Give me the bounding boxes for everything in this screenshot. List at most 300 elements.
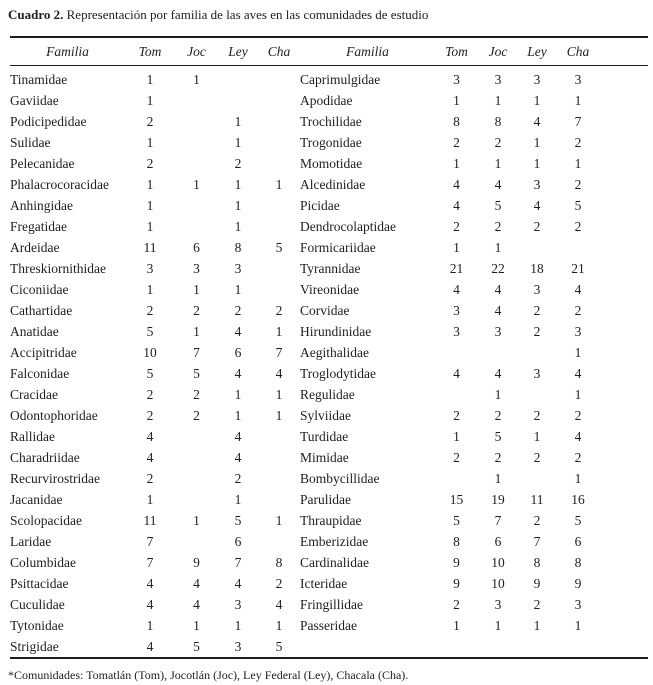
count-cell: 5	[234, 512, 242, 528]
count-cell: 1	[234, 218, 242, 234]
count-cell: 2	[146, 155, 154, 171]
filler-cell	[600, 636, 648, 658]
count-cell: 11	[143, 512, 157, 528]
count-cell	[175, 132, 218, 153]
family-name-cell: Podicipedidae	[10, 113, 87, 129]
family-name-cell: Parulidae	[300, 491, 351, 507]
count-cell: 2	[533, 512, 541, 528]
count-cell	[518, 237, 556, 258]
table-caption-label: Cuadro 2.	[8, 7, 64, 22]
count-cell: 1	[494, 92, 502, 108]
count-cell: 2	[494, 407, 502, 423]
count-cell: 3	[533, 176, 541, 192]
filler-cell	[600, 594, 648, 615]
family-name-cell: Odontophoridae	[10, 407, 98, 423]
filler-cell	[600, 111, 648, 132]
filler-cell	[600, 363, 648, 384]
filler-cell	[600, 66, 648, 91]
count-cell	[175, 426, 218, 447]
family-name-cell: Gaviidae	[10, 92, 59, 108]
count-cell: 2	[453, 449, 460, 465]
table-row	[10, 363, 648, 384]
count-cell: 1	[574, 386, 582, 402]
count-cell: 8	[275, 554, 283, 570]
count-cell: 4	[234, 365, 242, 381]
filler-cell	[600, 174, 648, 195]
family-name-cell: Bombycillidae	[300, 470, 380, 486]
count-cell: 5	[494, 428, 502, 444]
count-cell	[258, 426, 300, 447]
family-name-cell: Cuculidae	[10, 596, 65, 612]
count-cell: 4	[574, 428, 582, 444]
table-row	[10, 237, 648, 258]
count-cell: 1	[193, 323, 200, 339]
count-cell: 6	[234, 533, 242, 549]
family-name-cell: Emberizidae	[300, 533, 369, 549]
count-cell: 1	[146, 491, 154, 507]
count-cell: 1	[453, 617, 460, 633]
table-row	[10, 405, 648, 426]
count-cell: 2	[574, 407, 582, 423]
family-name-cell: Columbidae	[10, 554, 76, 570]
count-cell: 1	[193, 281, 200, 297]
count-cell	[175, 111, 218, 132]
family-name-cell: Anatidae	[10, 323, 59, 339]
column-header-ley-left: Ley	[228, 43, 248, 59]
count-cell: 9	[533, 575, 541, 591]
count-cell	[258, 153, 300, 174]
column-header-familia-right: Familia	[346, 43, 389, 59]
family-name-cell: Ciconiidae	[10, 281, 69, 297]
count-cell	[258, 447, 300, 468]
count-cell: 1	[533, 428, 541, 444]
count-cell	[518, 384, 556, 405]
count-cell: 2	[275, 302, 283, 318]
family-name-cell: Trochilidae	[300, 113, 362, 129]
count-cell	[258, 468, 300, 489]
count-cell: 1	[193, 176, 200, 192]
filler-cell	[600, 552, 648, 573]
family-name-cell: Sylviidae	[300, 407, 351, 423]
count-cell: 1	[453, 428, 460, 444]
family-name-cell: Accipitridae	[10, 344, 77, 360]
count-cell: 5	[193, 365, 200, 381]
count-cell: 1	[146, 281, 154, 297]
family-name-cell: Fringillidae	[300, 596, 363, 612]
count-cell: 21	[449, 260, 464, 276]
filler-cell	[600, 573, 648, 594]
count-cell: 7	[574, 113, 582, 129]
filler-cell	[600, 531, 648, 552]
filler-cell	[600, 342, 648, 363]
count-cell: 1	[453, 155, 460, 171]
count-cell: 1	[494, 386, 502, 402]
count-cell: 2	[533, 218, 541, 234]
count-cell: 1	[146, 617, 154, 633]
count-cell: 5	[146, 365, 154, 381]
footnote: *Comunidades: Tomatlán (Tom), Jocotlán (Joc), Ley Federal (Ley), Chacala (Cha).	[8, 668, 409, 682]
count-cell: 3	[146, 260, 154, 276]
count-cell: 2	[574, 134, 582, 150]
family-name-cell: Psittacidae	[10, 575, 69, 591]
family-name-cell: Regulidae	[300, 386, 355, 402]
count-cell: 10	[491, 554, 505, 570]
count-cell: 5	[494, 197, 502, 213]
count-cell: 8	[494, 113, 502, 129]
family-name-cell: Charadriidae	[10, 449, 80, 465]
count-cell: 3	[574, 323, 582, 339]
count-cell: 6	[574, 533, 582, 549]
count-cell: 6	[193, 239, 200, 255]
column-header-tom-left: Tom	[138, 43, 162, 59]
count-cell: 1	[574, 470, 582, 486]
family-name-cell: Hirundinidae	[300, 323, 372, 339]
filler-cell	[600, 132, 648, 153]
count-cell: 7	[146, 554, 154, 570]
count-cell	[175, 447, 218, 468]
family-name-cell: Cracidae	[10, 386, 58, 402]
filler-cell	[600, 195, 648, 216]
filler-cell	[600, 216, 648, 237]
count-cell	[518, 342, 556, 363]
family-name-cell: Cathartidae	[10, 302, 73, 318]
table-row	[10, 636, 648, 658]
count-cell	[435, 384, 478, 405]
count-cell: 4	[146, 449, 154, 465]
filler-cell	[600, 153, 648, 174]
count-cell: 2	[574, 449, 582, 465]
count-cell: 3	[453, 323, 460, 339]
filler-cell	[600, 300, 648, 321]
family-name-cell: Passeridae	[300, 617, 357, 633]
count-cell: 18	[530, 260, 544, 276]
count-cell: 2	[234, 302, 242, 318]
count-cell: 5	[193, 638, 200, 654]
family-name-cell: Threskiornithidae	[10, 260, 106, 276]
count-cell: 1	[533, 155, 541, 171]
count-cell: 1	[494, 617, 502, 633]
count-cell: 22	[491, 260, 505, 276]
count-cell: 1	[234, 617, 242, 633]
count-cell: 3	[234, 260, 242, 276]
count-cell: 4	[234, 428, 242, 444]
count-cell: 3	[533, 71, 541, 87]
count-cell: 9	[453, 575, 460, 591]
count-cell: 3	[574, 71, 582, 87]
count-cell: 8	[453, 533, 460, 549]
family-name-cell: Trogonidae	[300, 134, 362, 150]
family-name-cell: Troglodytidae	[300, 365, 377, 381]
family-name-cell: Momotidae	[300, 155, 363, 171]
count-cell: 1	[146, 134, 154, 150]
count-cell: 8	[234, 239, 242, 255]
filler-cell	[600, 405, 648, 426]
filler-cell	[600, 321, 648, 342]
table-row	[10, 468, 648, 489]
count-cell: 2	[533, 323, 541, 339]
filler-cell	[600, 468, 648, 489]
count-cell: 9	[453, 554, 460, 570]
filler-cell	[600, 90, 648, 111]
count-cell: 4	[275, 365, 283, 381]
count-cell: 10	[491, 575, 505, 591]
count-cell: 6	[234, 344, 242, 360]
count-cell: 4	[234, 323, 242, 339]
family-name-cell: Falconidae	[10, 365, 70, 381]
count-cell	[258, 279, 300, 300]
count-cell: 3	[453, 302, 460, 318]
count-cell: 7	[494, 512, 502, 528]
table-row	[10, 216, 648, 237]
filler-cell	[600, 426, 648, 447]
table-row	[10, 132, 648, 153]
count-cell: 1	[275, 323, 283, 339]
count-cell	[478, 636, 518, 658]
family-name-cell: Formicariidae	[300, 239, 376, 255]
filler-cell	[600, 510, 648, 531]
table-row	[10, 489, 648, 510]
count-cell: 1	[275, 617, 283, 633]
family-name-cell: Jacanidae	[10, 491, 63, 507]
count-cell: 3	[533, 281, 541, 297]
count-cell: 1	[193, 512, 200, 528]
family-name-cell: Fregatidae	[10, 218, 67, 234]
count-cell: 1	[234, 491, 242, 507]
count-cell: 7	[146, 533, 154, 549]
family-name-cell: Scolopacidae	[10, 512, 82, 528]
count-cell: 4	[146, 596, 154, 612]
table-row	[10, 342, 648, 363]
table-row	[10, 384, 648, 405]
family-name-cell: Recurvirostridae	[10, 470, 100, 486]
table-row	[10, 258, 648, 279]
family-representation-table	[10, 36, 648, 659]
count-cell	[258, 216, 300, 237]
column-header-tom-right: Tom	[445, 43, 468, 59]
count-cell	[478, 342, 518, 363]
count-cell: 1	[533, 134, 541, 150]
count-cell: 15	[449, 491, 464, 507]
count-cell: 1	[193, 71, 200, 87]
count-cell: 4	[533, 113, 541, 129]
count-cell: 2	[193, 407, 200, 423]
count-cell: 21	[571, 260, 585, 276]
count-cell: 2	[494, 449, 502, 465]
count-cell: 2	[193, 386, 200, 402]
count-cell: 4	[494, 365, 502, 381]
family-name-cell: Cardinalidae	[300, 554, 369, 570]
count-cell	[175, 90, 218, 111]
count-cell	[175, 531, 218, 552]
family-name-cell: Caprimulgidae	[300, 71, 381, 87]
count-cell: 4	[494, 176, 502, 192]
count-cell: 1	[453, 239, 460, 255]
table-row	[10, 111, 648, 132]
table-row	[10, 426, 648, 447]
table-row	[10, 321, 648, 342]
count-cell: 7	[275, 344, 283, 360]
table-row	[10, 510, 648, 531]
count-cell: 4	[494, 302, 502, 318]
table-row	[10, 300, 648, 321]
count-cell: 1	[146, 92, 154, 108]
header-filler	[600, 37, 648, 66]
count-cell: 4	[146, 575, 154, 591]
count-cell: 4	[193, 575, 200, 591]
count-cell: 2	[533, 596, 541, 612]
table-row	[10, 447, 648, 468]
count-cell	[175, 195, 218, 216]
table-row	[10, 66, 648, 91]
count-cell: 11	[530, 491, 544, 507]
table-row	[10, 279, 648, 300]
count-cell: 1	[533, 617, 541, 633]
table-row	[10, 615, 648, 636]
count-cell: 1	[234, 134, 242, 150]
count-cell	[258, 66, 300, 91]
count-cell: 2	[453, 218, 460, 234]
count-cell: 4	[146, 638, 154, 654]
count-cell: 2	[234, 155, 242, 171]
count-cell: 2	[574, 302, 582, 318]
count-cell: 1	[494, 155, 502, 171]
count-cell: 1	[234, 407, 242, 423]
count-cell: 4	[453, 197, 460, 213]
count-cell	[175, 489, 218, 510]
family-name-cell: Tinamidae	[10, 71, 68, 87]
filler-cell	[600, 237, 648, 258]
count-cell: 5	[453, 512, 460, 528]
count-cell: 2	[146, 302, 154, 318]
table-row	[10, 90, 648, 111]
count-cell: 1	[275, 512, 283, 528]
count-cell: 2	[453, 134, 460, 150]
count-cell: 5	[574, 512, 582, 528]
count-cell: 7	[533, 533, 541, 549]
count-cell: 4	[574, 281, 582, 297]
count-cell: 1	[146, 71, 154, 87]
filler-cell	[600, 279, 648, 300]
column-header-familia-left: Familia	[46, 43, 89, 59]
count-cell: 2	[533, 407, 541, 423]
count-cell: 7	[193, 344, 200, 360]
family-name-cell: Strigidae	[10, 638, 59, 654]
count-cell	[258, 258, 300, 279]
table-row	[10, 552, 648, 573]
family-name-cell: Vireonidae	[300, 281, 360, 297]
count-cell	[435, 636, 478, 658]
count-cell: 8	[574, 554, 582, 570]
count-cell	[218, 66, 258, 91]
count-cell: 1	[275, 407, 283, 423]
column-header-joc-right: Joc	[488, 43, 508, 59]
count-cell	[556, 237, 600, 258]
count-cell: 1	[574, 92, 582, 108]
column-header-joc-left: Joc	[187, 43, 206, 59]
count-cell: 4	[574, 365, 582, 381]
count-cell: 4	[533, 197, 541, 213]
count-cell: 2	[533, 449, 541, 465]
count-cell: 2	[146, 113, 154, 129]
header-row	[10, 37, 648, 66]
count-cell: 3	[234, 638, 242, 654]
count-cell: 8	[453, 113, 460, 129]
table-caption	[8, 7, 645, 23]
count-cell: 6	[494, 533, 502, 549]
count-cell: 1	[574, 344, 582, 360]
count-cell	[175, 468, 218, 489]
count-cell: 3	[533, 365, 541, 381]
count-cell: 1	[494, 470, 502, 486]
count-cell: 4	[453, 176, 460, 192]
count-cell	[258, 132, 300, 153]
filler-cell	[600, 384, 648, 405]
count-cell: 2	[146, 470, 154, 486]
count-cell: 1	[234, 197, 242, 213]
count-cell: 3	[453, 71, 460, 87]
count-cell	[258, 90, 300, 111]
count-cell: 9	[193, 554, 200, 570]
count-cell: 1	[234, 113, 242, 129]
count-cell: 10	[143, 344, 157, 360]
count-cell: 5	[574, 197, 582, 213]
count-cell: 8	[533, 554, 541, 570]
count-cell: 1	[533, 92, 541, 108]
count-cell: 2	[146, 386, 154, 402]
family-name-cell: Laridae	[10, 533, 52, 549]
count-cell: 2	[193, 302, 200, 318]
count-cell: 7	[234, 554, 242, 570]
family-name-cell: Apodidae	[300, 92, 353, 108]
count-cell: 3	[494, 596, 502, 612]
count-cell: 1	[574, 617, 582, 633]
family-name-cell: Thraupidae	[300, 512, 362, 528]
count-cell: 19	[491, 491, 505, 507]
count-cell: 1	[146, 197, 154, 213]
column-header-ley-right: Ley	[527, 43, 547, 59]
count-cell: 1	[193, 617, 200, 633]
count-cell	[435, 468, 478, 489]
family-name-cell: Anhingidae	[10, 197, 73, 213]
count-cell	[518, 636, 556, 658]
count-cell: 2	[234, 470, 242, 486]
count-cell: 2	[275, 575, 283, 591]
family-name-cell: Ardeidae	[10, 239, 60, 255]
family-name-cell: Tyrannidae	[300, 260, 361, 276]
count-cell: 4	[146, 428, 154, 444]
count-cell	[556, 636, 600, 658]
count-cell: 3	[494, 71, 502, 87]
family-name-cell: Aegithalidae	[300, 344, 369, 360]
filler-cell	[600, 489, 648, 510]
count-cell: 4	[234, 575, 242, 591]
table-row	[10, 195, 648, 216]
count-cell: 5	[275, 239, 283, 255]
count-cell: 1	[146, 218, 154, 234]
family-name-cell: Icteridae	[300, 575, 348, 591]
family-name-cell: Tytonidae	[10, 617, 64, 633]
family-name-cell: Mimidae	[300, 449, 349, 465]
count-cell	[258, 489, 300, 510]
count-cell: 2	[453, 596, 460, 612]
count-cell: 3	[234, 596, 242, 612]
table-row	[10, 531, 648, 552]
count-cell: 1	[494, 239, 502, 255]
table-caption-text: Representación por familia de las aves en las comunidades de estudio	[63, 7, 429, 22]
count-cell: 4	[193, 596, 200, 612]
family-name-cell: Phalacrocoracidae	[10, 176, 109, 192]
table-row	[10, 153, 648, 174]
